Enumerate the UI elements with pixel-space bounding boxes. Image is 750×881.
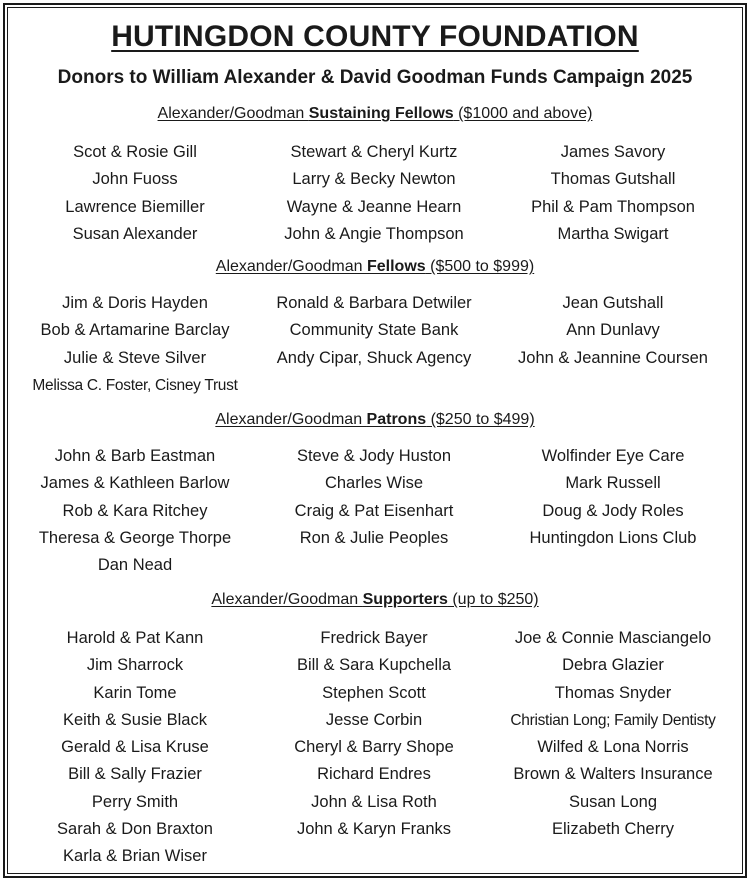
donor-name: John & Barb Eastman	[54, 447, 216, 465]
donor-column-3	[488, 625, 738, 843]
donor-name: Debra Glazier	[562, 656, 664, 675]
section-heading	[0, 409, 750, 431]
heading-range: ($250 to $499)	[426, 411, 535, 428]
heading-range: (up to $250)	[447, 591, 539, 608]
donor-column-2	[249, 290, 499, 372]
donor-name: Thomas Gutshall	[550, 170, 676, 189]
donor-name: John & Karyn Franks	[296, 820, 452, 839]
donor-name: Martha Swigart	[557, 224, 669, 243]
donor-name: Bill & Sally Frazier	[68, 765, 202, 784]
donor-name: Stephen Scott	[322, 683, 426, 702]
heading-prefix: Alexander/Goodman	[215, 411, 367, 428]
donor-column-1	[10, 290, 260, 399]
donor-name: John Fuoss	[92, 170, 178, 189]
donor-name: Stewart & Cheryl Kurtz	[290, 143, 458, 161]
section-sustaining-fellows	[0, 103, 750, 243]
donor-column-1	[10, 139, 260, 248]
donor-name: Christian Long; Family Dentisty	[510, 711, 716, 729]
donor-name: Susan Alexander	[72, 224, 198, 243]
donor-name: Bill & Sara Kupchella	[296, 656, 452, 675]
donor-name: Richard Endres	[317, 765, 431, 784]
donor-name: Karin Tome	[93, 683, 177, 702]
donor-column-3	[488, 443, 738, 552]
donor-name: Wayne & Jeanne Hearn	[286, 197, 462, 216]
donor-name: Steve & Jody Huston	[296, 447, 452, 465]
donor-name: Wilfed & Lona Norris	[537, 738, 689, 757]
campaign-subtitle: Donors to William Alexander & David Goodman Funds Campaign 2025	[57, 67, 693, 88]
donor-name: Keith & Susie Black	[63, 710, 207, 729]
donor-name: Perry Smith	[91, 792, 179, 811]
donor-name: Jim Sharrock	[86, 656, 184, 675]
donor-name: Thomas Snyder	[554, 683, 672, 702]
heading-prefix: Alexander/Goodman	[211, 591, 363, 608]
donor-name: Lawrence Biemiller	[65, 197, 205, 216]
donor-name: John & Jeannine Coursen	[518, 348, 708, 367]
donor-name: Craig & Pat Eisenhart	[294, 501, 454, 520]
donor-name: Susan Long	[568, 792, 658, 811]
donor-name: Larry & Becky Newton	[292, 170, 456, 189]
donor-name: Ronald & Barbara Detwiler	[276, 294, 472, 312]
donor-name: Brown & Walters Insurance	[513, 765, 713, 784]
donor-name: Cheryl & Barry Shope	[294, 738, 454, 757]
section-supporters	[0, 589, 750, 866]
heading-level: Patrons	[366, 411, 427, 428]
heading-level: Supporters	[362, 591, 448, 608]
donor-name: James Savory	[560, 143, 666, 161]
donor-name: Rob & Kara Ritchey	[62, 501, 208, 520]
donor-column-1	[10, 443, 260, 579]
section-heading	[0, 103, 750, 125]
donor-name: Bob & Artamarine Barclay	[40, 321, 230, 340]
donor-name: Harold & Pat Kann	[66, 629, 204, 647]
donor-name: Jean Gutshall	[562, 294, 664, 312]
donor-name: Doug & Jody Roles	[542, 501, 684, 520]
donor-name: Fredrick Bayer	[320, 629, 428, 647]
donor-name: Jim & Doris Hayden	[62, 294, 208, 312]
donor-name: Ann Dunlavy	[566, 321, 660, 340]
donor-name: Sarah & Don Braxton	[57, 820, 213, 839]
heading-range: ($500 to $999)	[425, 258, 535, 275]
section-heading	[0, 589, 750, 611]
donor-name: Karla & Brian Wiser	[63, 847, 207, 866]
donor-column-3	[488, 139, 738, 248]
foundation-title: HUTINGDON COUNTY FOUNDATION	[111, 20, 639, 53]
donor-name: Joe & Connie Masciangelo	[514, 629, 712, 647]
donor-name: Dan Nead	[97, 556, 173, 575]
heading-level: Sustaining Fellows	[308, 105, 454, 122]
donor-name: Phil & Pam Thompson	[531, 197, 695, 216]
donor-column-1	[10, 625, 260, 871]
donor-name: Theresa & George Thorpe	[38, 528, 232, 547]
donor-name: Gerald & Lisa Kruse	[61, 738, 209, 757]
donor-name: Melissa C. Foster, Cisney Trust	[32, 376, 238, 394]
section-fellows	[0, 256, 750, 394]
donor-name: Community State Bank	[289, 321, 459, 340]
heading-prefix: Alexander/Goodman	[157, 105, 309, 122]
heading-level: Fellows	[366, 258, 426, 275]
donor-name: Huntingdon Lions Club	[529, 528, 697, 547]
heading-range: ($1000 and above)	[453, 105, 593, 122]
donor-name: John & Angie Thompson	[284, 224, 464, 243]
section-heading	[0, 256, 750, 278]
donor-name: Elizabeth Cherry	[552, 820, 674, 839]
donor-column-2	[249, 139, 499, 248]
donor-column-2	[249, 443, 499, 552]
donor-name: Mark Russell	[565, 474, 661, 493]
donor-column-3	[488, 290, 738, 372]
section-patrons	[0, 409, 750, 575]
donor-name: Ron & Julie Peoples	[299, 528, 449, 547]
donor-column-2	[249, 625, 499, 843]
donor-name: John & Lisa Roth	[311, 792, 437, 811]
donor-name: Charles Wise	[324, 474, 424, 493]
donor-name: Andy Cipar, Shuck Agency	[276, 348, 472, 367]
donor-name: Scot & Rosie Gill	[73, 143, 197, 161]
donor-name: James & Kathleen Barlow	[40, 474, 230, 493]
donor-name: Julie & Steve Silver	[63, 348, 207, 367]
heading-prefix: Alexander/Goodman	[215, 258, 367, 275]
donor-name: Jesse Corbin	[325, 710, 423, 729]
donor-name: Wolfinder Eye Care	[541, 447, 685, 465]
